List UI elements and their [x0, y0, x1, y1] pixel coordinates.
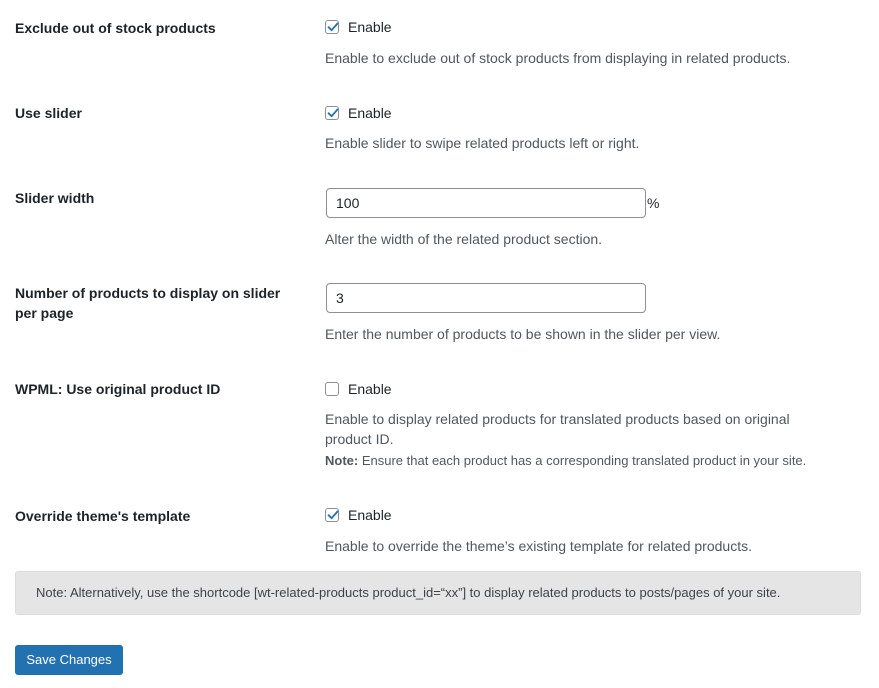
exclude-oos-description: Enable to exclude out of stock products from displaying in related products.	[325, 50, 791, 66]
exclude-oos-option[interactable]	[325, 18, 392, 36]
slider-width-input[interactable]: 100	[326, 188, 646, 218]
override-template-label: Override theme's template	[15, 508, 191, 524]
wpml-option[interactable]	[325, 380, 392, 398]
check-icon	[326, 508, 340, 522]
wpml-note-label: Note:	[325, 453, 359, 468]
check-icon	[326, 20, 340, 34]
use-slider-option-label: Enable	[348, 105, 392, 121]
use-slider-checkbox[interactable]	[325, 106, 339, 120]
products-per-page-label-line1: Number of products to display on slider	[15, 285, 281, 301]
wpml-checkbox[interactable]	[325, 382, 339, 396]
exclude-oos-label: Exclude out of stock products	[15, 20, 216, 36]
wpml-note-text: Ensure that each product has a corresponding translated product in your site.	[361, 453, 807, 468]
override-template-description: Enable to override the theme’s existing template for related products.	[325, 538, 752, 554]
wpml-label: WPML: Use original product ID	[15, 381, 221, 397]
save-changes-button[interactable]: Save Changes	[15, 645, 123, 675]
products-per-page-label-line2: per page	[15, 305, 74, 321]
products-per-page-description: Enter the number of products to be shown in the slider per view.	[325, 326, 721, 342]
use-slider-label: Use slider	[15, 105, 82, 121]
exclude-oos-checkbox[interactable]	[325, 20, 339, 34]
exclude-oos-option-label: Enable	[348, 19, 392, 35]
wpml-description-line2: product ID.	[325, 431, 394, 447]
check-icon	[326, 106, 340, 120]
override-template-option-label: Enable	[348, 507, 392, 523]
slider-width-description: Alter the width of the related product section.	[325, 231, 603, 247]
slider-width-suffix: %	[647, 195, 660, 211]
wpml-description-line1: Enable to display related products for translated products based on original	[325, 411, 790, 427]
override-template-checkbox[interactable]	[325, 508, 339, 522]
products-per-page-input[interactable]: 3	[326, 283, 646, 313]
override-template-option[interactable]	[325, 506, 392, 524]
products-per-page-label	[15, 283, 300, 323]
shortcode-info-note: Note: Alternatively, use the shortcode [wt-related-products product_id=“xx”] to display related products to posts/pages of your site.	[15, 571, 861, 615]
wpml-note	[325, 452, 855, 470]
wpml-option-label: Enable	[348, 381, 392, 397]
slider-width-label: Slider width	[15, 190, 95, 206]
use-slider-option[interactable]	[325, 104, 392, 122]
use-slider-description: Enable slider to swipe related products left or right.	[325, 135, 640, 151]
wpml-description	[325, 409, 845, 449]
